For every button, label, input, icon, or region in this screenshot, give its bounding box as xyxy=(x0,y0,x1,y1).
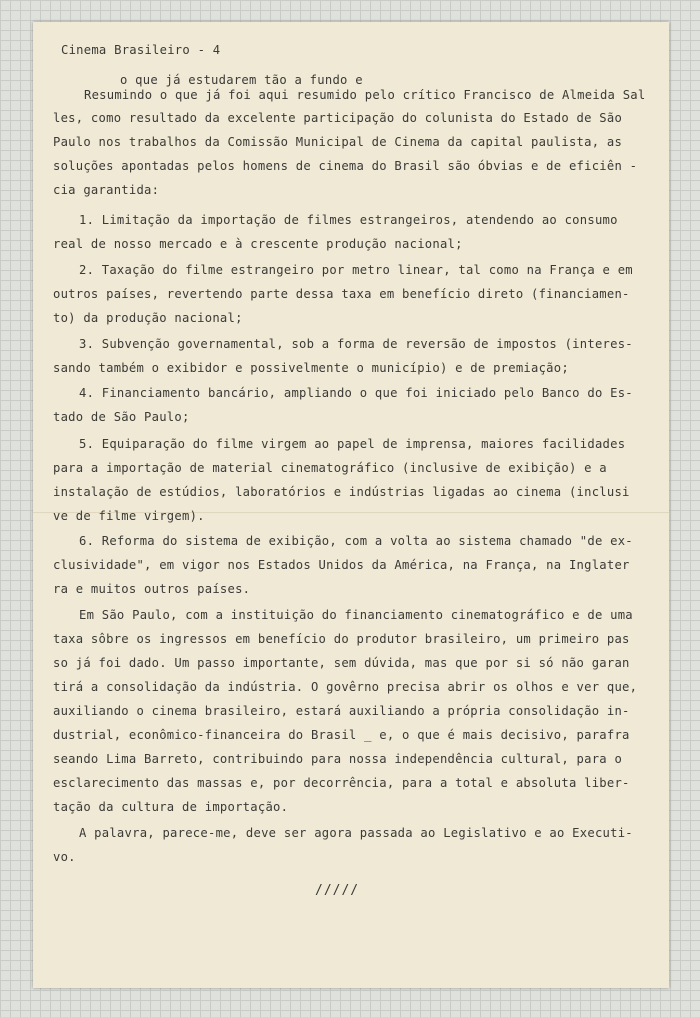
text-line: esclarecimento das massas e, por decorrência, para a total e absoluta liber- xyxy=(53,776,630,790)
text-line: Paulo nos trabalhos da Comissão Municipal de Cinema da capital paulista, as xyxy=(53,135,623,149)
page-header: Cinema Brasileiro - 4 xyxy=(61,43,221,57)
text-line: A palavra, parece-me, deve ser agora passada ao Legislativo e ao Executi- xyxy=(79,826,633,840)
text-line: seando Lima Barreto, contribuindo para nossa independência cultural, para o xyxy=(53,752,623,766)
text-line: tação da cultura de importação. xyxy=(53,800,289,814)
text-line: 4. Financiamento bancário, ampliando o que foi iniciado pelo Banco do Es- xyxy=(79,386,633,400)
text-line: les, como resultado da excelente participação do colunista do Estado de São xyxy=(53,111,623,125)
text-line: 3. Subvenção governamental, sob a forma de reversão de impostos (interes- xyxy=(79,337,633,351)
text-line: ve de filme virgem). xyxy=(53,509,205,523)
text-line: so já foi dado. Um passo importante, sem dúvida, mas que por si só não garan xyxy=(53,656,630,670)
text-line: vo. xyxy=(53,850,76,864)
text-line: taxa sôbre os ingressos em benefício do produtor brasileiro, um primeiro pas xyxy=(53,632,630,646)
text-line: tirá a consolidação da indústria. O govêrno precisa abrir os olhos e ver que, xyxy=(53,680,638,694)
end-mark: ///// xyxy=(315,883,360,898)
text-line: 2. Taxação do filme estrangeiro por metro linear, tal como na França e em xyxy=(79,263,633,277)
text-line: clusividade", em vigor nos Estados Unidos da América, na França, na Inglater xyxy=(53,558,630,572)
text-line: soluções apontadas pelos homens de cinema do Brasil são óbvias e de eficiên - xyxy=(53,159,638,173)
text-line: sando também o exibidor e possivelmente o município) e de premiação; xyxy=(53,361,569,375)
text-line: outros países, revertendo parte dessa taxa em benefício direto (financiamen- xyxy=(53,287,630,301)
text-line: auxiliando o cinema brasileiro, estará auxiliando a própria consolidação in- xyxy=(53,704,630,718)
text-line: 6. Reforma do sistema de exibição, com a volta ao sistema chamado "de ex- xyxy=(79,534,633,548)
text-line: para a importação de material cinematográfico (inclusive de exibição) e a xyxy=(53,461,607,475)
text-line: to) da produção nacional; xyxy=(53,311,243,325)
text-line: dustrial, econômico-financeira do Brasil _ e, o que é mais decisivo, parafra xyxy=(53,728,630,742)
text-line: Resumindo o que já foi aqui resumido pelo crítico Francisco de Almeida Sal xyxy=(84,88,646,102)
inserted-line: o que já estudarem tão a fundo e xyxy=(120,73,363,87)
text-line: tado de São Paulo; xyxy=(53,410,190,424)
text-line: cia garantida: xyxy=(53,183,160,197)
text-line: 5. Equiparação do filme virgem ao papel de imprensa, maiores facilidades xyxy=(79,437,626,451)
text-line: instalação de estúdios, laboratórios e indústrias ligadas ao cinema (inclusi xyxy=(53,485,630,499)
typed-text xyxy=(33,22,669,988)
text-line: 1. Limitação da importação de filmes estrangeiros, atendendo ao consumo xyxy=(79,213,618,227)
text-line: ra e muitos outros países. xyxy=(53,582,251,596)
document-page xyxy=(33,22,669,988)
text-line: real de nosso mercado e à crescente produção nacional; xyxy=(53,237,463,251)
text-line: Em São Paulo, com a instituição do financiamento cinematográfico e de uma xyxy=(79,608,633,622)
